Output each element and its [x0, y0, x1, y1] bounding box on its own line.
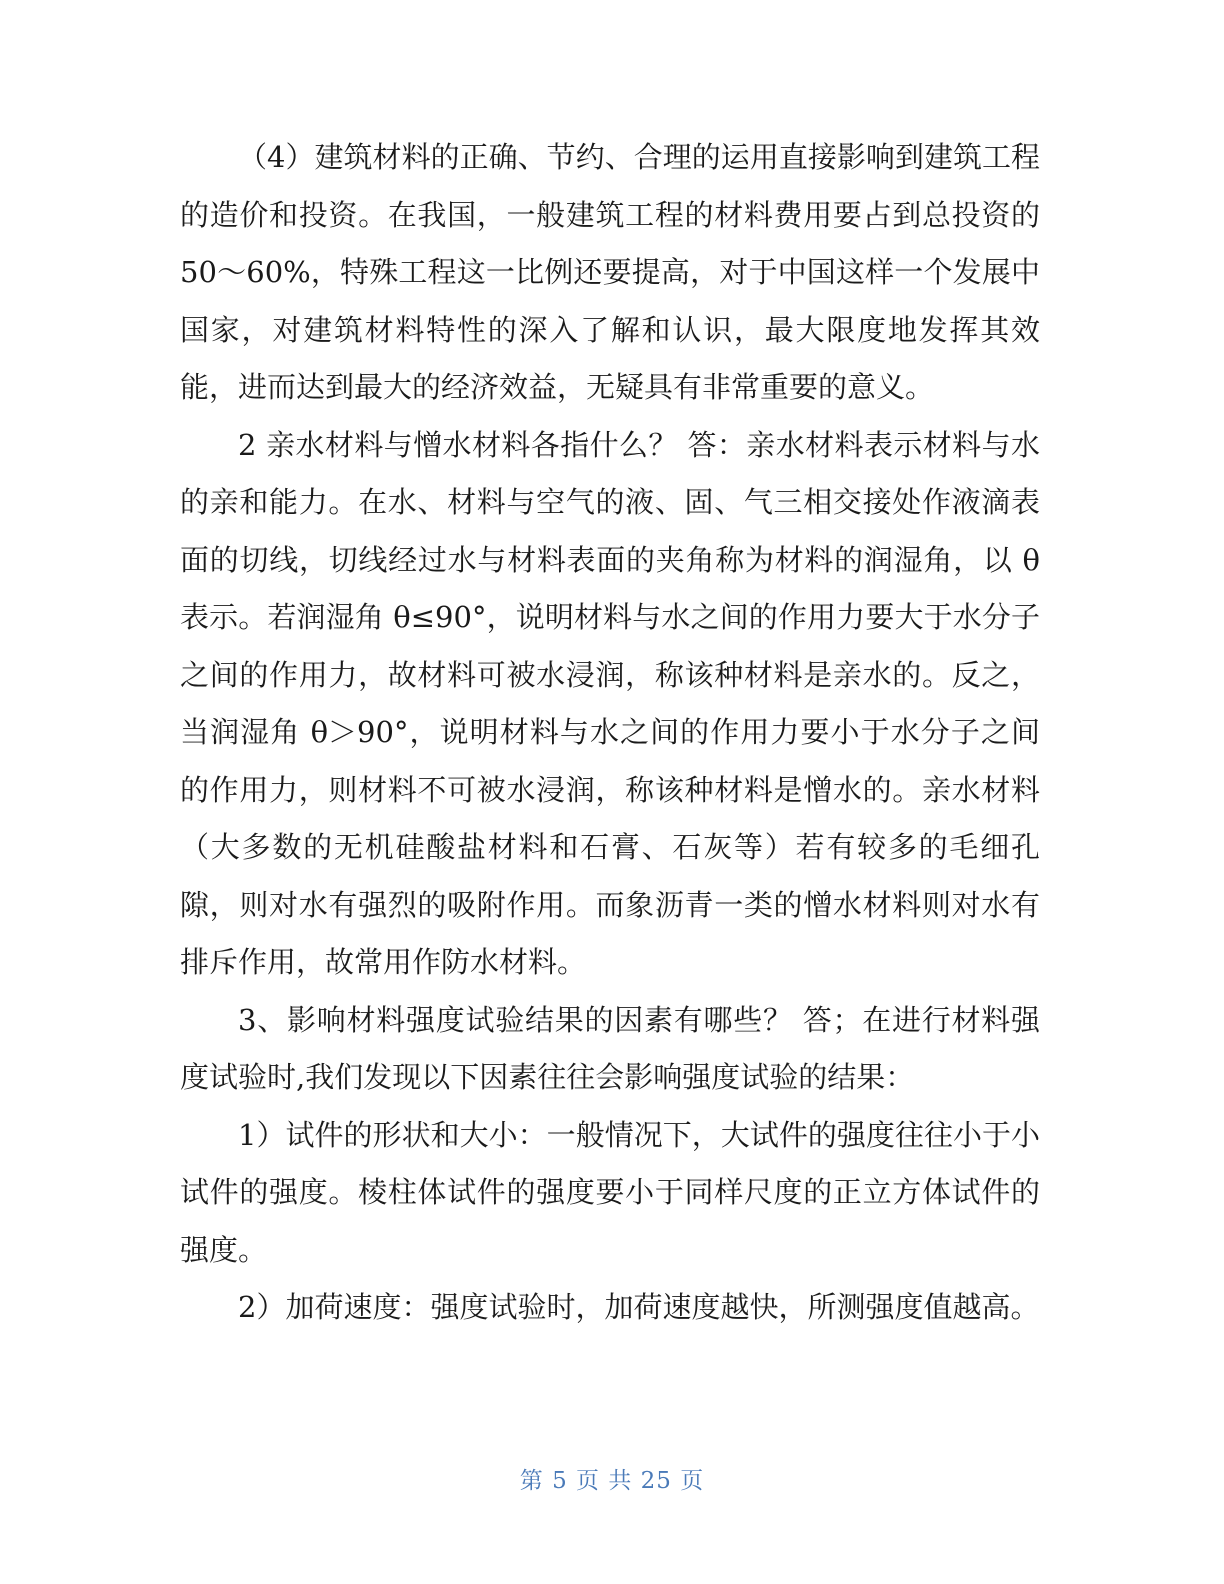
- page-footer: [0, 1462, 1224, 1495]
- paragraph-strength-factors: 3、影响材料强度试验结果的因素有哪些？ 答；在进行材料强度试验时,我们发现以下因素往往会影响强度试验的结果：: [180, 1002, 1040, 1094]
- paragraph-loading-speed: 2）加荷速度：强度试验时，加荷速度越快，所测强度值越高。: [238, 1290, 1040, 1324]
- paragraph-hydrophilic-hydrophobic: 2 亲水材料与憎水材料各指什么？ 答：亲水材料表示材料与水的亲和能力。在水、材料与空气的液、固、气三相交接处作液滴表面的切线，切线经过水与材料表面的夹角称为材料的润湿角，以 θ 表示。若润湿角 θ≤90°，说明材料与水之间的作用力要大于水分子之间的作用力，故材料可被水浸润，称该种材料是亲水的。反之，当润湿角 θ＞90°，说明材料与水之间的作用力要小于水分子之间的作用力，则材料不可被水浸润，称该种材料是憎水的。亲水材料（大多数的无机硅酸盐材料和石膏、石灰等）若有较多的毛细孔隙，则对水有强烈的吸附作用。而象沥青一类的憎水材料则对水有排斥作用，故常用作防水材料。: [180, 427, 1040, 979]
- page-number-label: 第 5 页 共 25 页: [519, 1468, 705, 1494]
- document-body: [180, 129, 1040, 1337]
- paragraph-material-cost: （4）建筑材料的正确、节约、合理的运用直接影响到建筑工程的造价和投资。在我国，一般建筑工程的材料费用要占到总投资的 50～60%，特殊工程这一比例还要提高，对于中国这样一个发展中国家，对建筑材料特性的深入了解和认识，最大限度地发挥其效能，进而达到最大的经济效益，无疑具有非常重要的意义。: [180, 140, 1040, 404]
- paragraph-specimen-shape: 1）试件的形状和大小：一般情况下，大试件的强度往往小于小试件的强度。棱柱体试件的强度要小于同样尺度的正立方体试件的强度。: [180, 1117, 1040, 1267]
